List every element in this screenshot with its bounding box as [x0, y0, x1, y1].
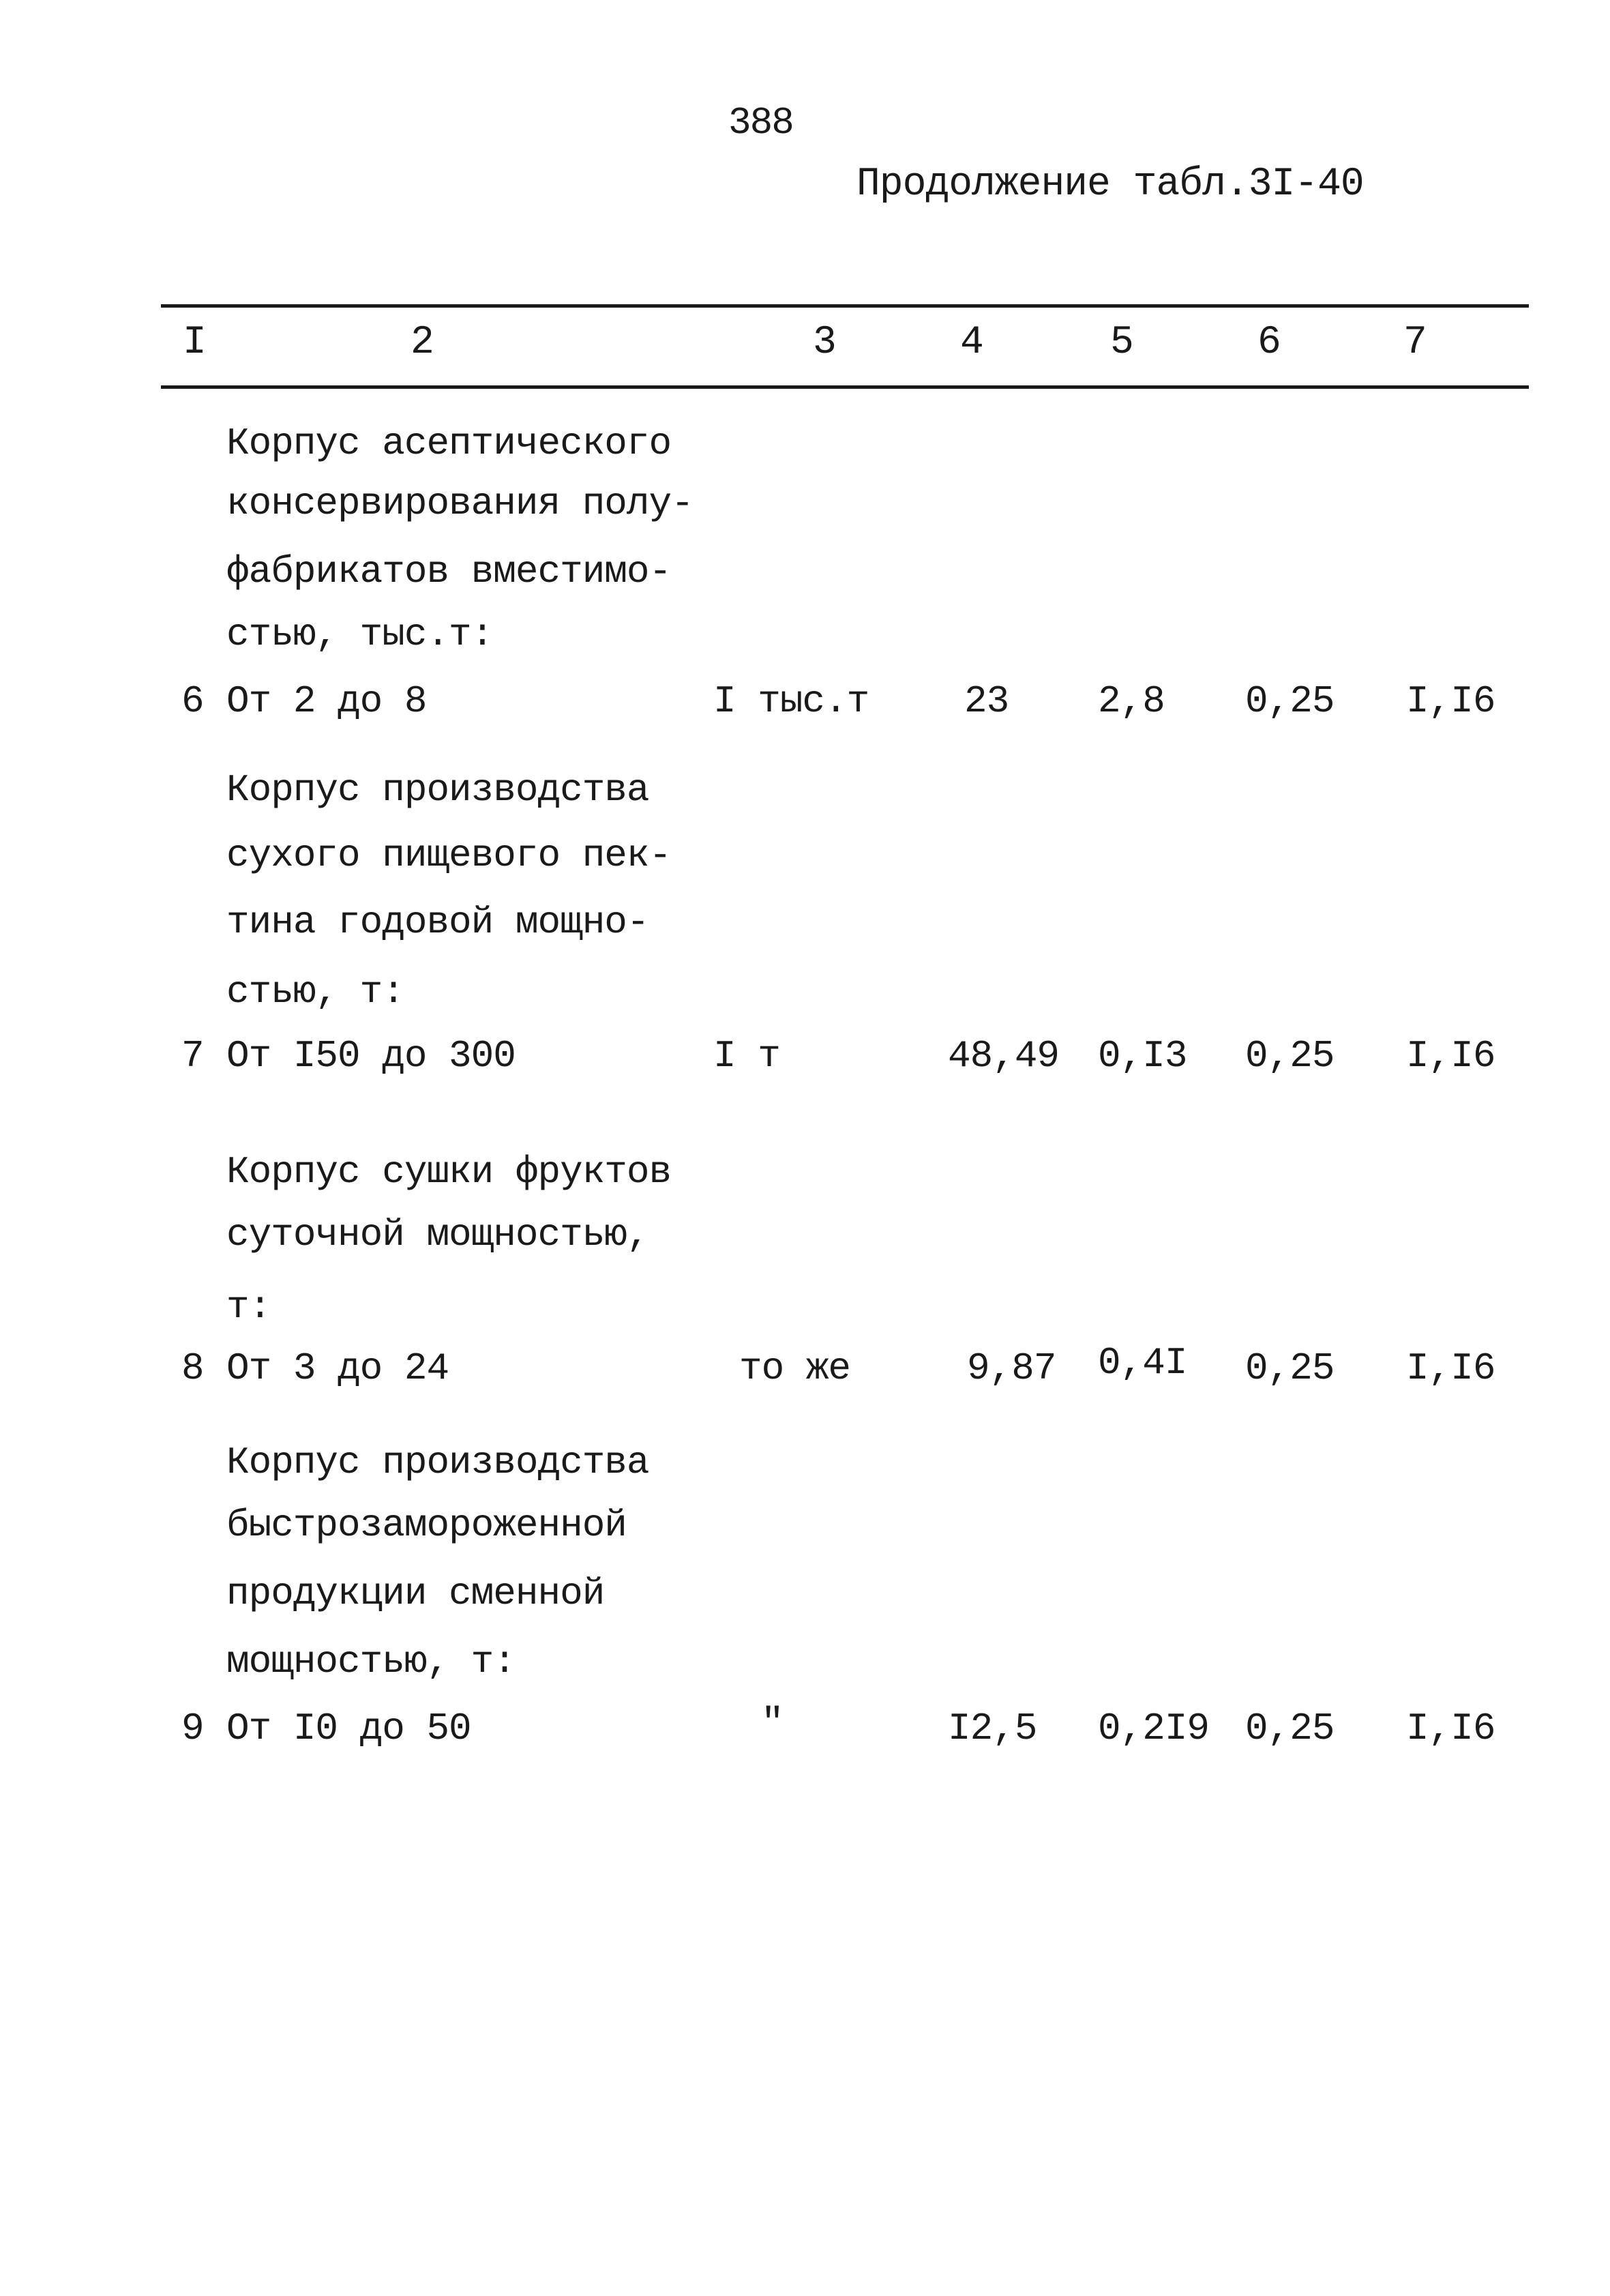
row-unit: I тыс.т	[713, 679, 869, 723]
row-col-6: 0,25	[1245, 679, 1335, 723]
header-col-3: 3	[813, 321, 837, 365]
row-col-6: 0,25	[1245, 1707, 1335, 1750]
row-description-line: Корпус производства	[226, 768, 649, 812]
row-unit: I т	[713, 1034, 780, 1078]
row-number: 6	[181, 679, 204, 723]
row-description-line: консервирования полу-	[226, 482, 694, 525]
row-col-4: 48,49	[948, 1034, 1060, 1078]
row-col-7: I,I6	[1406, 1034, 1495, 1078]
row-description-line: мощностью, т:	[226, 1640, 516, 1683]
header-col-5: 5	[1110, 321, 1134, 365]
row-description-line: стью, т:	[226, 970, 404, 1014]
header-col-7: 7	[1403, 321, 1427, 365]
table-top-rule	[161, 304, 1529, 308]
row-description-line: стью, тыс.т:	[226, 613, 494, 656]
row-number: 7	[181, 1034, 204, 1078]
row-col-5: 0,2I9	[1098, 1707, 1210, 1750]
row-description-line: сухого пищевого пек-	[226, 834, 672, 877]
row-unit: "	[761, 1701, 784, 1745]
row-range: От 3 до 24	[226, 1346, 449, 1390]
row-description-line: продукции сменной	[226, 1572, 605, 1615]
header-col-2: 2	[411, 321, 434, 365]
row-description-line: суточной мощностью,	[226, 1213, 649, 1256]
continuation-title: Продолжение табл.3I-40	[856, 162, 1364, 207]
row-description-line: Корпус асептического	[226, 422, 672, 465]
row-range: От I50 до 300	[226, 1034, 516, 1078]
header-col-6: 6	[1257, 321, 1281, 365]
header-col-4: 4	[960, 321, 984, 365]
row-col-4: 9,87	[967, 1346, 1056, 1390]
row-number: 9	[181, 1707, 204, 1750]
row-col-7: I,I6	[1406, 1346, 1495, 1390]
table-header-rule	[161, 385, 1529, 389]
row-col-5: 0,I3	[1098, 1034, 1187, 1078]
row-col-4: I2,5	[948, 1707, 1037, 1750]
row-col-5: 0,4I	[1098, 1341, 1187, 1385]
row-range: От I0 до 50	[226, 1707, 471, 1750]
row-unit: то же	[739, 1346, 851, 1390]
row-col-7: I,I6	[1406, 679, 1495, 723]
row-description-line: Корпус производства	[226, 1441, 649, 1484]
row-number: 8	[181, 1346, 204, 1390]
row-description-line: тина годовой мощно-	[226, 900, 649, 944]
header-col-1: I	[183, 321, 207, 365]
row-description-line: фабрикатов вместимо-	[226, 550, 672, 593]
row-col-6: 0,25	[1245, 1034, 1335, 1078]
row-description-line: т:	[226, 1285, 271, 1329]
row-col-4: 23	[964, 679, 1009, 723]
row-description-line: быстрозамороженной	[226, 1503, 627, 1547]
row-col-5: 2,8	[1098, 679, 1165, 723]
row-col-7: I,I6	[1406, 1707, 1495, 1750]
row-col-6: 0,25	[1245, 1346, 1335, 1390]
row-range: От 2 до 8	[226, 679, 427, 723]
page-number: 388	[728, 101, 793, 145]
row-description-line: Корпус сушки фруктов	[226, 1150, 672, 1194]
